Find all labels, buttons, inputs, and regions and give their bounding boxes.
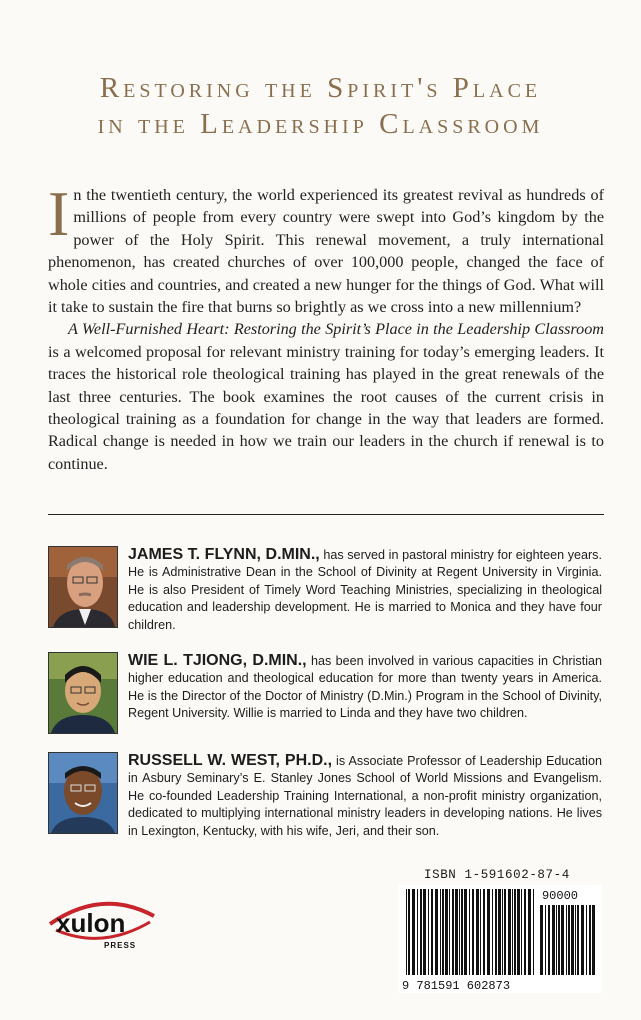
author-photo-flynn [48,546,118,628]
barcode-bar [577,905,579,975]
barcode-bar [406,889,407,975]
barcode-bar [435,889,438,975]
barcode-bar [566,905,567,975]
publisher-name: xulon [56,908,126,938]
cover-title-line-2: in the Leadership Classroom [97,108,544,140]
barcode-bar [540,905,543,975]
author-bio-text-flynn [128,546,602,634]
blurb-p2-text: is a welcomed proposal for relevant ministry training for today’s emerging leaders. It traces the historical role theological training has played in the great renewals of the last three centuries. The book examines the root causes of the current crisis in theological training as a foundation for change in the way that leaders are formed. Radical change is needed in how we train our leaders in the church if renewal is to continue. [48,342,604,473]
barcode-bar [480,889,481,975]
barcode-bar [495,889,497,975]
author-bio-body-flynn: has served in pastoral ministry for eighteen years. He is Administrative Dean in the School of Divinity at Regent University in Virginia. He is also President of Timely Word Teaching Ministries, specializing in theological education and leadership development. He is married to Monica and they have four children. [128,548,602,632]
barcode-bar [571,905,574,975]
barcode-bar [487,889,490,975]
barcode-bar [452,889,454,975]
barcode-bar [514,889,516,975]
author-bio-body-west: is Associate Professor of Leadership Education in Asbury Seminary’s E. Stanley Jones School of World Missions and Evangelism. He co-founded Leadership Training International, a non-profit ministry organization, dedicated to multiplying international ministry leaders in developing nations. He lives in Lexington, Kentucky, with his wife, Jeri, and their son. [128,754,602,838]
barcode-bar [408,889,410,975]
barcode-bar [568,905,570,975]
barcode-bar [504,889,506,975]
barcode-bar [420,889,422,975]
author-photo-tjiong [48,652,118,734]
barcode [398,885,602,993]
author-bio-text-tjiong [128,652,602,723]
addon-code: 90000 [541,889,579,903]
ean-digits: 9 781591 602873 [402,979,511,993]
book-blurb [48,178,604,475]
barcode-bar [508,889,511,975]
publisher-sub: PRESS [104,941,137,950]
author-bio-west [48,752,602,836]
xulon-logo-graphic [42,894,162,954]
author-photo-west [48,752,118,834]
barcode-bar [428,889,429,975]
barcode-bar [545,905,546,975]
barcode-bar [558,905,560,975]
author-name-tjiong: WIE L. TJIONG, D.MIN., [128,652,307,669]
publisher-logo [42,894,162,954]
barcode-bar [483,889,485,975]
barcode-bar [449,889,450,975]
barcode-bar [521,889,522,975]
isbn-label: ISBN 1-591602-87-4 [424,868,570,882]
drop-cap: I [48,178,70,249]
author-name-west: RUSSELL W. WEST, PH.D., [128,752,333,769]
barcode-bar [476,889,479,975]
barcode-bar [556,905,557,975]
author-name-flynn: JAMES T. FLYNN, D.MIN., [128,546,320,563]
barcode-bar [517,889,520,975]
barcode-bar [575,905,576,975]
section-divider [48,514,604,515]
barcode-bar [524,889,526,975]
barcode-bar [592,905,595,975]
barcode-bar [461,889,463,975]
barcode-bar [423,889,426,975]
barcode-bar [548,905,550,975]
book-title-italic: A Well-Furnished Heart: Restoring the Spirit’s Place in the Leadership Classroom [68,320,604,339]
barcode-bar [469,889,470,975]
barcode-bar [589,905,591,975]
blurb-paragraph-2 [48,318,604,475]
barcode-bar [528,889,531,975]
barcode-bar [492,889,493,975]
blurb-paragraph-1 [48,178,604,318]
author-bio-text-west [128,752,602,840]
author-bio-tjiong [48,652,602,732]
barcode-bar [472,889,474,975]
barcode-bar [533,889,534,975]
barcode-bar [431,889,433,975]
barcode-bar [417,889,418,975]
cover-title-line-1: Restoring the Spirit's Place [99,72,542,104]
barcode-bar [455,889,458,975]
barcode-bar [440,889,441,975]
barcode-bar [586,905,587,975]
barcode-bar [464,889,467,975]
barcode-bar [512,889,513,975]
barcode-bar [581,905,584,975]
barcode-bar [445,889,448,975]
barcode-bar [412,889,415,975]
barcode-bar [502,889,503,975]
blurb-p1-text: n the twentieth century, the world experienced its greatest revival as hundreds of millions of people from every country were swept into God’s kingdom by the power of the Holy Spirit. This renewal movement, a truly international phenomenon, has created churches of over 100,000 people, changed the face of whole cities and countries, and created a new hunger for the things of God. What will it take to sustain the fire that burns so brightly as we cross into a new millennium? [48,186,604,317]
barcode-bar [442,889,444,975]
author-bio-flynn [48,546,602,634]
barcode-bar [552,905,555,975]
barcode-bar [561,905,564,975]
author-bio-body-tjiong: has been involved in various capacities in Christian higher education and theological education for more than twenty years in America. He is the Director of the Doctor of Ministry (D.Min.) Program in the School of Divinity, Regent University. Willie is married to Linda and they have two children. [128,654,603,721]
barcode-bar [459,889,460,975]
barcode-bar [498,889,501,975]
